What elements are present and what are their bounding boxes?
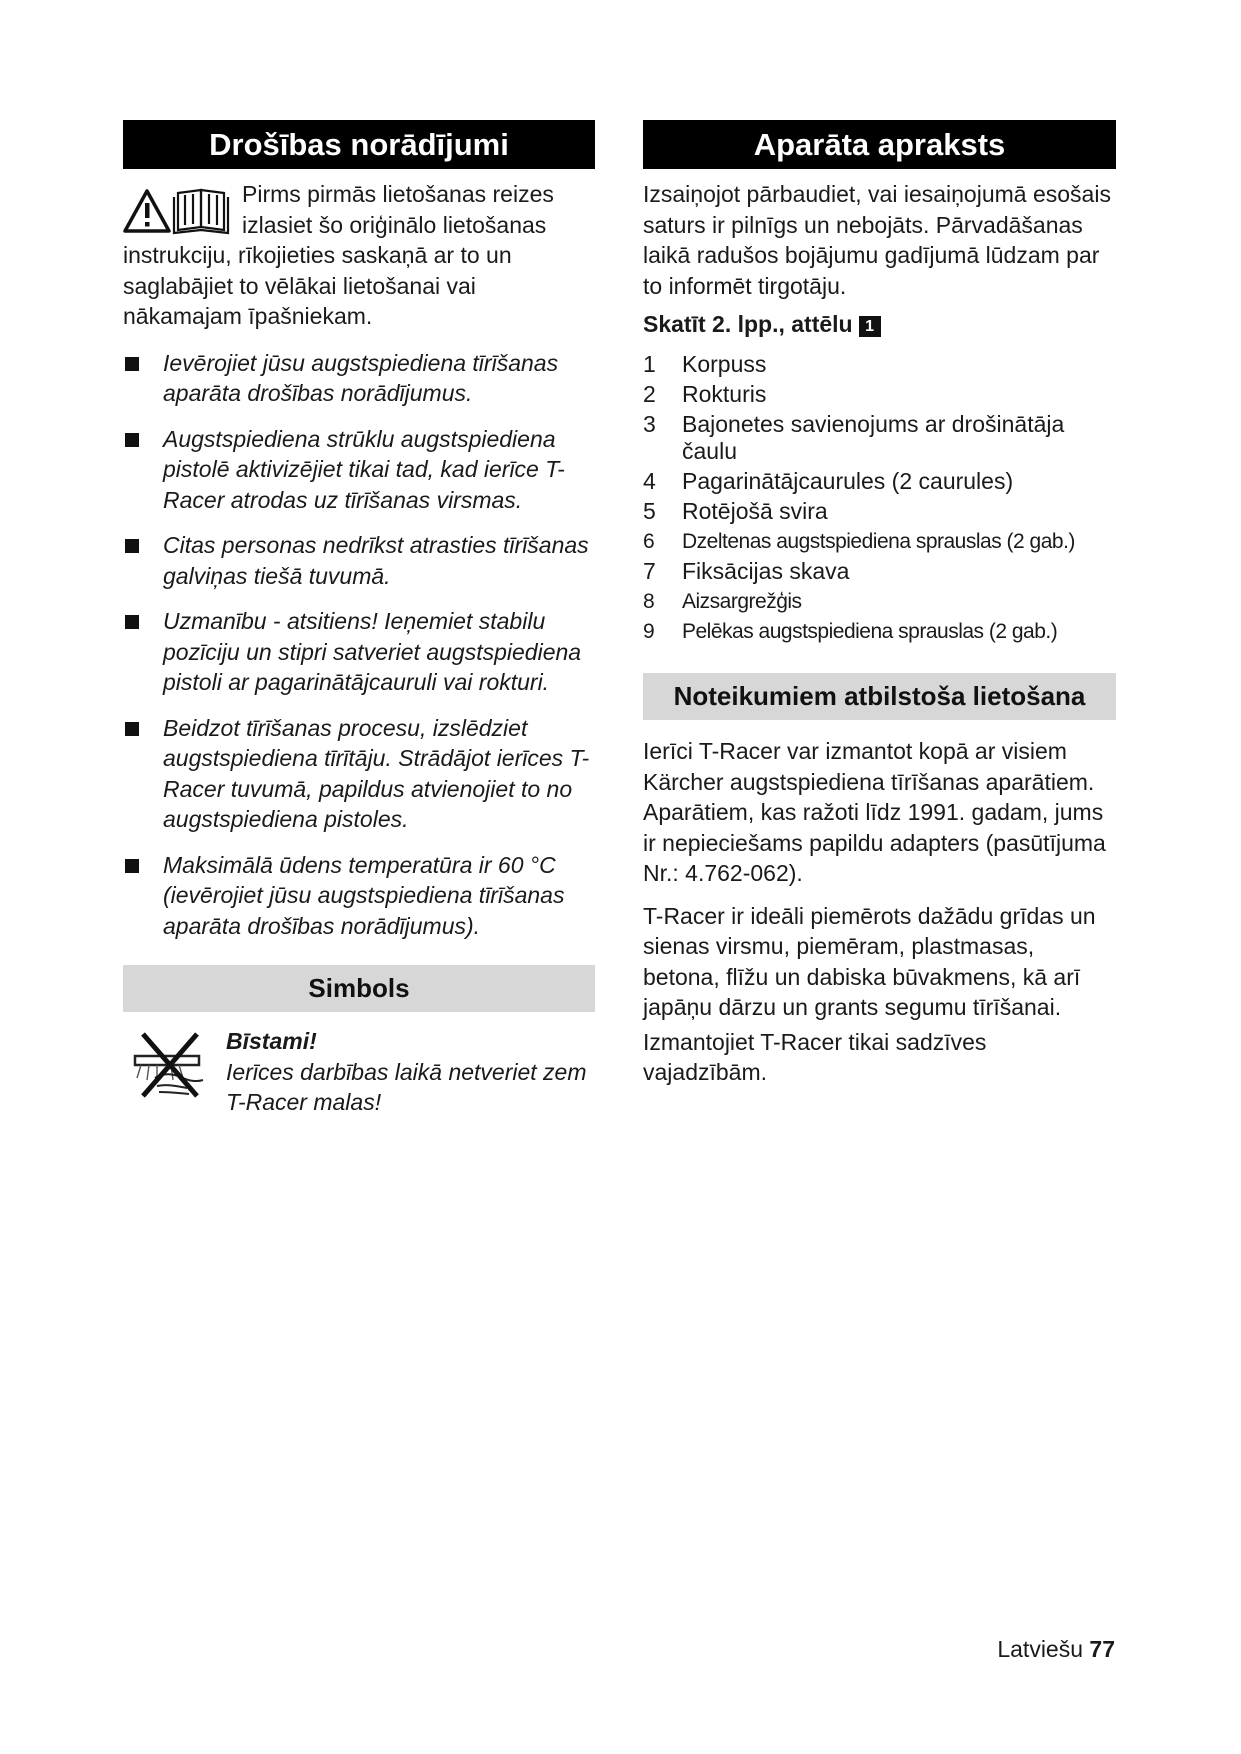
- usage-paragraph-2: T-Racer ir ideāli piemērots dažādu grīdas un sienas virsmu, piemēram, plastmasas, betona, flīžu un dabiska būvakmens, kā arī japāņu dārzu un grants segumu tīrīšanai.: [643, 902, 1096, 1020]
- safety-heading: Drošības norādījumi: [123, 120, 595, 169]
- page-number: 77: [1089, 1636, 1115, 1662]
- part-label: Aizsargrežģis: [682, 590, 802, 613]
- list-item-text: Maksimālā ūdens temperatūra ir 60 °C (ievērojiet jūsu augstspiediena tīrīšanas aparāta drošības norādījumus).: [163, 851, 565, 939]
- part-label: Rokturis: [682, 381, 767, 407]
- part-number: 7: [643, 558, 656, 584]
- list-item: [643, 618, 1116, 645]
- list-item: [123, 348, 595, 409]
- list-item-text: Augstspiediena strūklu augstspiediena pistolē aktivizējiet tikai tad, kad ierīce T-Racer atrodas uz tīrīšanas virsmas.: [163, 425, 565, 513]
- safety-intro-text: Pirms pirmās lietošanas reizes izlasiet šo oriģinālo lietošanas instrukciju, rīkojieties saskaņā ar to un saglabājiet to vēlākai lietošanai vai nākamajam īpašniekam.: [123, 181, 554, 329]
- part-number: 8: [643, 590, 655, 613]
- list-item: [123, 713, 595, 835]
- danger-text-block: [226, 1026, 595, 1118]
- usage-paragraph-1: Ierīci T-Racer var izmantot kopā ar visiem Kärcher augstspiediena tīrīšanas aparātiem. Aparātiem, kas ražoti līdz 1991. gadam, jums ir nepieciešams papildu adapters (pasūtījuma Nr.: 4.762-062).: [643, 738, 1106, 886]
- part-number: 4: [643, 468, 656, 494]
- description-heading: Aparāta apraksts: [643, 120, 1116, 169]
- part-label: Rotējošā svira: [682, 498, 828, 524]
- list-item: [123, 606, 595, 698]
- part-label: Bajonetes savienojums ar drošinātāja čaulu: [682, 411, 1065, 464]
- bullet-square-icon: [125, 433, 139, 447]
- warning-triangle-icon: [125, 191, 169, 231]
- danger-description: Ierīces darbības laikā netveriet zem T-Racer malas!: [226, 1058, 587, 1115]
- list-item: [643, 588, 1116, 615]
- list-item: [643, 468, 1116, 495]
- bullet-square-icon: [125, 859, 139, 873]
- part-number: 9: [643, 620, 655, 643]
- safety-list: [123, 348, 595, 942]
- part-label: Fiksācijas skava: [682, 558, 850, 584]
- parts-list: [643, 351, 1116, 645]
- right-column: [643, 120, 1116, 1088]
- list-item: [123, 530, 595, 591]
- list-item: [643, 558, 1116, 585]
- symbols-heading: Simbols: [123, 965, 595, 1012]
- list-item-text: Ievērojiet jūsu augstspiediena tīrīšanas aparāta drošības norādījumus.: [163, 349, 559, 406]
- bullet-square-icon: [125, 615, 139, 629]
- unpacking-text: Izsaiņojot pārbaudiet, vai iesaiņojumā esošais saturs ir pilnīgs un nebojāts. Pārvadāšanas laikā radušos bojājumu gadījumā lūdzam par to informēt tirgotāju.: [643, 181, 1111, 299]
- usage-heading: Noteikumiem atbilstoša lietošana: [643, 673, 1116, 720]
- page-footer: [997, 1636, 1115, 1663]
- list-item-text: Uzmanību - atsitiens! Ieņemiet stabilu pozīciju un stipri satveriet augstspiediena pistoli ar pagarinātājcauruli vai rokturi.: [163, 608, 582, 695]
- list-item: [123, 850, 595, 942]
- list-item-text: Beidzot tīrīšanas procesu, izslēdziet augstspiediena tīrītāju. Strādājot ierīces T-Racer tuvumā, papildus atvienojiet to no augstspiediena pistoles.: [163, 714, 590, 832]
- list-item: [643, 498, 1116, 525]
- part-label: Pelēkas augstspiediena sprauslas (2 gab.): [682, 620, 1058, 643]
- part-label: Korpuss: [682, 351, 767, 377]
- safety-intro: [123, 179, 595, 332]
- part-label: Pagarinātājcaurules (2 caurules): [682, 468, 1014, 494]
- part-number: 1: [643, 351, 656, 377]
- list-item: [643, 528, 1116, 555]
- list-item: [643, 411, 1116, 465]
- part-number: 5: [643, 498, 656, 524]
- bullet-square-icon: [125, 357, 139, 371]
- part-number: 2: [643, 381, 656, 407]
- figure-reference: [643, 309, 1116, 339]
- part-label: Dzeltenas augstspiediena sprauslas (2 gab.): [682, 530, 1075, 553]
- intro-icons: [123, 185, 233, 235]
- no-hands-under-edge-icon: [127, 1030, 209, 1100]
- figure-number-badge: 1: [859, 316, 881, 337]
- danger-title: Bīstami!: [226, 1028, 317, 1054]
- bullet-square-icon: [125, 539, 139, 553]
- list-item: [643, 351, 1116, 378]
- list-item: [123, 424, 595, 516]
- list-item-text: Citas personas nedrīkst atrasties tīrīšanas galviņas tiešā tuvumā.: [163, 532, 589, 589]
- part-number: 6: [643, 530, 655, 553]
- usage-paragraph-3: Izmantojiet T-Racer tikai sadzīves vajadzībām.: [643, 1028, 987, 1085]
- figure-reference-text: Skatīt 2. lpp., attēlu: [643, 311, 853, 337]
- part-number: 3: [643, 411, 656, 437]
- manual-book-icon: [174, 190, 228, 233]
- danger-notice: [123, 1026, 595, 1126]
- footer-language: Latviešu: [997, 1636, 1084, 1662]
- left-column: [123, 120, 595, 1126]
- list-item: [643, 381, 1116, 408]
- bullet-square-icon: [125, 722, 139, 736]
